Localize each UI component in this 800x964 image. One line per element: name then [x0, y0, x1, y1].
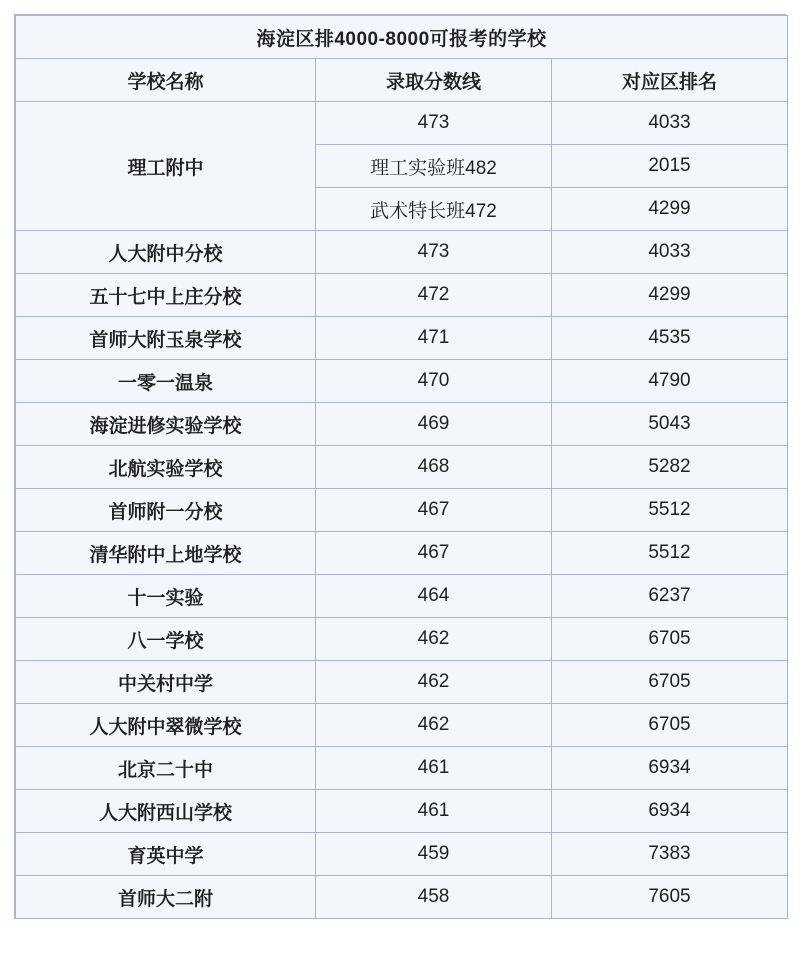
cell-school-name: 中关村中学: [16, 661, 316, 704]
cell-school-name: 人大附中分校: [16, 231, 316, 274]
cell-rank: 4033: [552, 231, 788, 274]
cell-school-name: 首师附一分校: [16, 489, 316, 532]
cell-school-name: 首师大附玉泉学校: [16, 317, 316, 360]
cell-rank: 5043: [552, 403, 788, 446]
table-row: [16, 446, 788, 489]
cell-score: 459: [316, 833, 552, 876]
cell-rank: 5282: [552, 446, 788, 489]
page-title: 海淀区排4000-8000可报考的学校: [16, 16, 788, 59]
table-row: [16, 532, 788, 575]
table-row: [16, 317, 788, 360]
cell-rank: 4535: [552, 317, 788, 360]
cell-rank: 6934: [552, 790, 788, 833]
table-row: [16, 489, 788, 532]
cell-score: 462: [316, 661, 552, 704]
cell-rank: 4299: [552, 274, 788, 317]
cell-rank: 7605: [552, 876, 788, 919]
cell-rank: 4033: [552, 102, 788, 145]
cell-school-name: 北航实验学校: [16, 446, 316, 489]
cell-score: 458: [316, 876, 552, 919]
cell-score: 473: [316, 231, 552, 274]
cell-score: 472: [316, 274, 552, 317]
cell-rank: 6705: [552, 618, 788, 661]
table-row: [16, 704, 788, 747]
cell-rank: 6934: [552, 747, 788, 790]
cell-score: 461: [316, 747, 552, 790]
cell-school-name: 清华附中上地学校: [16, 532, 316, 575]
table-title-row: [16, 16, 788, 59]
table-row: [16, 876, 788, 919]
table-row: [16, 231, 788, 274]
cell-rank: 6705: [552, 704, 788, 747]
cell-rank: 6705: [552, 661, 788, 704]
cell-score: 461: [316, 790, 552, 833]
cell-rank: 6237: [552, 575, 788, 618]
cell-score: 467: [316, 489, 552, 532]
table-row: [16, 102, 788, 145]
score-table-container: [14, 14, 786, 919]
cell-score: 470: [316, 360, 552, 403]
cell-rank: 4299: [552, 188, 788, 231]
cell-score: 462: [316, 704, 552, 747]
cell-school-name: 北京二十中: [16, 747, 316, 790]
cell-score: 462: [316, 618, 552, 661]
cell-school-name: 五十七中上庄分校: [16, 274, 316, 317]
cell-rank: 5512: [552, 489, 788, 532]
cell-score: 467: [316, 532, 552, 575]
cell-school-name: 海淀进修实验学校: [16, 403, 316, 446]
column-header-rank: 对应区排名: [552, 59, 788, 102]
cell-score: 理工实验班482: [316, 145, 552, 188]
table-row: [16, 403, 788, 446]
cell-school-name: 一零一温泉: [16, 360, 316, 403]
table-row: [16, 747, 788, 790]
cell-rank: 4790: [552, 360, 788, 403]
cell-rank: 2015: [552, 145, 788, 188]
cell-score: 468: [316, 446, 552, 489]
cell-school-name: 人大附中翠微学校: [16, 704, 316, 747]
cell-school-name: 十一实验: [16, 575, 316, 618]
cell-score: 471: [316, 317, 552, 360]
cell-score: 473: [316, 102, 552, 145]
cell-score: 469: [316, 403, 552, 446]
score-table: [15, 15, 788, 919]
cell-school-name: 育英中学: [16, 833, 316, 876]
table-row: [16, 360, 788, 403]
table-row: [16, 661, 788, 704]
table-header-row: [16, 59, 788, 102]
table-row: [16, 274, 788, 317]
column-header-school: 学校名称: [16, 59, 316, 102]
table-body: [16, 16, 788, 919]
table-row: [16, 790, 788, 833]
cell-rank: 7383: [552, 833, 788, 876]
column-header-score: 录取分数线: [316, 59, 552, 102]
cell-score: 464: [316, 575, 552, 618]
table-row: [16, 618, 788, 661]
cell-school-name: 八一学校: [16, 618, 316, 661]
cell-school-name: 理工附中: [16, 102, 316, 231]
cell-school-name: 首师大二附: [16, 876, 316, 919]
table-row: [16, 575, 788, 618]
cell-school-name: 人大附西山学校: [16, 790, 316, 833]
cell-rank: 5512: [552, 532, 788, 575]
cell-score: 武术特长班472: [316, 188, 552, 231]
table-row: [16, 833, 788, 876]
